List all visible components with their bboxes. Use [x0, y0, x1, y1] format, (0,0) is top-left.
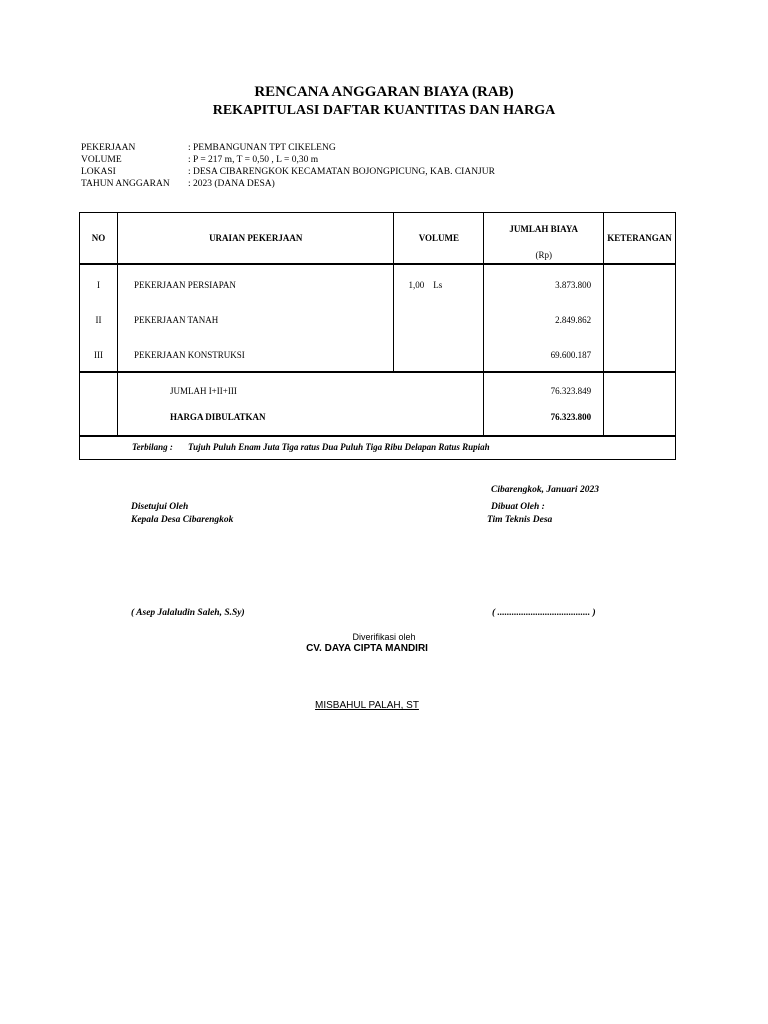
- info-label: VOLUME: [81, 155, 122, 165]
- maker-name-placeholder: ( ....................................... ): [492, 608, 596, 618]
- verifier-company: CV. DAYA CIPTA MANDIRI: [306, 643, 428, 654]
- made-by-label: Dibuat Oleh :: [491, 502, 545, 512]
- rounded-label: HARGA DIBULATKAN: [169, 412, 266, 422]
- row-no: I: [96, 280, 100, 290]
- header-volume: VOLUME: [418, 233, 460, 243]
- approver-title: Kepala Desa Cibarengkok: [131, 515, 234, 525]
- row-biaya: 69.600.187: [550, 350, 592, 360]
- info-label: LOKASI: [81, 167, 116, 177]
- table-total-row: [80, 372, 676, 436]
- terbilang-label: Terbilang :: [132, 442, 173, 452]
- verified-label: Diverifikasi oleh: [352, 632, 416, 642]
- terbilang-value: Tujuh Puluh Enam Juta Tiga ratus Dua Puluh Tiga Ribu Delapan Ratus Rupiah: [188, 442, 490, 452]
- row-biaya: 3.873.800: [555, 280, 592, 290]
- project-info: [81, 142, 581, 194]
- row-uraian: PEKERJAAN TANAH: [133, 315, 219, 325]
- row-uraian: PEKERJAAN PERSIAPAN: [133, 280, 236, 290]
- info-row-volume: [81, 154, 581, 166]
- header-keterangan: KETERANGAN: [607, 233, 672, 243]
- table-header-row: [80, 213, 676, 265]
- row-no: II: [95, 315, 102, 325]
- info-row-pekerjaan: [81, 142, 581, 154]
- total-label: JUMLAH I+II+III: [169, 386, 237, 396]
- info-value: : P = 217 m, T = 0,50 , L = 0,30 m: [188, 155, 319, 165]
- rab-table: [79, 212, 676, 460]
- info-row-tahun-anggaran: [81, 178, 581, 190]
- place-date: Cibarengkok, Januari 2023: [491, 485, 599, 495]
- info-value: : PEMBANGUNAN TPT CIKELENG: [188, 143, 336, 153]
- document-subtitle: REKAPITULASI DAFTAR KUANTITAS DAN HARGA: [212, 103, 556, 118]
- maker-title: Tim Teknis Desa: [487, 515, 553, 525]
- header-uraian: URAIAN PEKERJAAN: [209, 233, 303, 243]
- info-value: : DESA CIBARENGKOK KECAMATAN BOJONGPICUNG, KAB. CIANJUR: [188, 167, 495, 177]
- row-uraian: PEKERJAAN KONSTRUKSI: [133, 350, 245, 360]
- approved-by-label: Disetujui Oleh: [131, 502, 189, 512]
- header-no: NO: [91, 233, 106, 243]
- total-value: 76.323.849: [550, 386, 592, 396]
- verifier-name: MISBAHUL PALAH, ST: [315, 700, 419, 711]
- header-jumlah-biaya: JUMLAH BIAYA: [509, 224, 579, 234]
- rounded-value: 76.323.800: [550, 412, 592, 422]
- info-label: TAHUN ANGGARAN: [81, 179, 170, 189]
- row-no: III: [93, 350, 103, 360]
- info-value: : 2023 (DANA DESA): [188, 179, 275, 189]
- table-row: [80, 264, 676, 372]
- terbilang-row: [80, 436, 676, 460]
- document-title: RENCANA ANGGARAN BIAYA (RAB): [254, 84, 514, 100]
- approver-name: ( Asep Jalaludin Saleh, S.Sy): [131, 608, 245, 618]
- header-jumlah-unit: (Rp): [535, 250, 552, 260]
- row-volume: 1,00 Ls: [408, 280, 443, 290]
- info-label: PEKERJAAN: [81, 143, 136, 153]
- info-row-lokasi: [81, 166, 581, 178]
- row-biaya: 2.849.862: [555, 315, 592, 325]
